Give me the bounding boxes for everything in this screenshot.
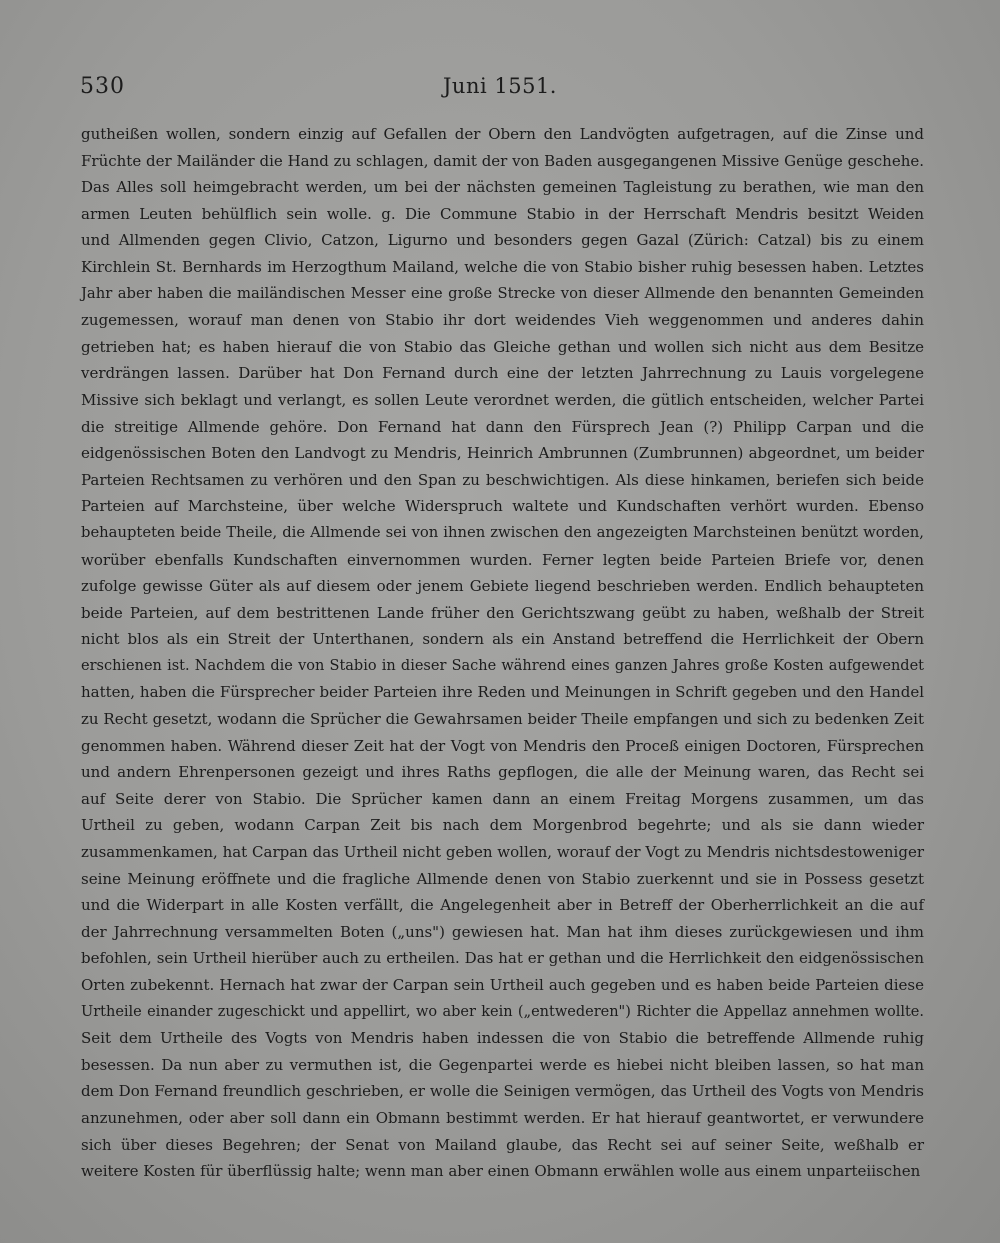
text-line: eidgenössischen Boten den Landvogt zu Mendris, Heinrich Ambrunnen (Zumbrunnen) abgeordnet, um beider: [81, 444, 924, 463]
text-line: erschienen ist. Nachdem die von Stabio in dieser Sache während eines ganzen Jahres große Kosten aufgewendet: [81, 657, 924, 674]
text-line: sich über dieses Begehren; der Senat von Mailand glaube, das Recht sei auf seiner Seite, weßhalb er: [81, 1135, 924, 1154]
text-line: Orten zubekennt. Hernach hat zwar der Carpan sein Urtheil auch gegeben und es haben beide Parteien diese: [81, 976, 924, 994]
text-line: nicht blos als ein Streit der Unterthanen, sondern als ein Anstand betreffend die Herrlichkeit der Obern: [81, 630, 924, 649]
text-line: Das Alles soll heimgebracht werden, um bei der nächsten gemeinen Tagleistung zu berathen, wie man den: [81, 178, 924, 197]
text-line: behaupteten beide Theile, die Allmende sei von ihnen zwischen den angezeigten Marchsteinen benützt worden,: [81, 523, 924, 541]
text-line: der Jahrrechnung versammelten Boten („uns") gewiesen hat. Man hat ihm dieses zurückgewiesen und ihm: [81, 922, 924, 941]
text-line: Parteien Rechtsamen zu verhören und den Span zu beschwichtigen. Als diese hinkamen, beriefen sich beide: [81, 470, 924, 489]
text-line: weitere Kosten für überflüssig halte; wenn man aber einen Obmann erwählen wolle aus einem unparteiischen: [81, 1162, 921, 1181]
text-line: und Allmenden gegen Clivio, Catzon, Ligurno und besonders gegen Gazal (Zürich: Catzal) bis zu einem: [81, 231, 924, 250]
text-line: Parteien auf Marchsteine, über welche Widerspruch waltete und Kundschaften verhört wurden. Ebenso: [81, 497, 924, 516]
text-line: auf Seite derer von Stabio. Die Sprücher kamen dann an einem Freitag Morgens zusammen, um das: [81, 789, 924, 808]
text-line: Urtheile einander zugeschickt und appellirt, wo aber kein („entwederen") Richter die Appellaz annehmen wollte.: [81, 1003, 924, 1020]
text-line: befohlen, sein Urtheil hierüber auch zu ertheilen. Das hat er gethan und die Herrlichkeit den eidgenössischen: [81, 949, 924, 968]
text-line: Jahr aber haben die mailändischen Messer eine große Strecke von dieser Allmende den benannten Gemeinden: [81, 284, 924, 302]
text-line: die streitige Allmende gehöre. Don Fernand hat dann den Fürsprech Jean (?) Philipp Carpan und die: [81, 417, 924, 436]
text-line: zu Recht gesetzt, wodann die Sprücher die Gewahrsamen beider Theile empfangen und sich zu bedenken Zeit: [81, 710, 924, 729]
text-line: Urtheil zu geben, wodann Carpan Zeit bis nach dem Morgenbrod begehrte; und als sie dann wieder: [81, 816, 924, 835]
text-line: Missive sich beklagt und verlangt, es sollen Leute verordnet werden, die gütlich entscheiden, welcher Partei: [81, 390, 924, 409]
text-line: zugemessen, worauf man denen von Stabio ihr dort weidendes Vieh weggenommen und anderes dahin: [81, 311, 924, 330]
text-line: Seit dem Urtheile des Vogts von Mendris haben indessen die von Stabio die betreffende Allmende ruhig: [81, 1029, 924, 1048]
text-line: worüber ebenfalls Kundschaften einvernommen wurden. Ferner legten beide Parteien Briefe vor, denen: [81, 550, 924, 569]
text-line: dem Don Fernand freundlich geschrieben, er wolle die Seinigen vermögen, das Urtheil des Vogts von Mendris: [81, 1082, 924, 1101]
text-line: zusammenkamen, hat Carpan das Urtheil nicht geben wollen, worauf der Vogt zu Mendris nichtsdestoweniger: [81, 843, 924, 862]
text-line: zufolge gewisse Güter als auf diesem oder jenem Gebiete liegend beschrieben werden. Endlich behaupteten: [81, 577, 924, 596]
text-line: verdrängen lassen. Darüber hat Don Fernand durch eine der letzten Jahrrechnung zu Lauis vorgelegene: [81, 364, 924, 383]
running-head: Juni 1551.: [443, 74, 557, 98]
text-line: getrieben hat; es haben hierauf die von Stabio das Gleiche gethan und wollen sich nicht aus dem Besitze: [81, 337, 924, 356]
text-line: seine Meinung eröffnete und die fragliche Allmende denen von Stabio zuerkennt und sie in Possess gesetzt: [81, 869, 924, 888]
text-line: beide Parteien, auf dem bestrittenen Lande früher den Gerichtszwang geübt zu haben, weßhalb der Streit: [81, 603, 924, 622]
text-line: Kirchlein St. Bernhards im Herzogthum Mailand, welche die von Stabio bisher ruhig besessen haben. Letztes: [81, 257, 924, 276]
text-line: Früchte der Mailänder die Hand zu schlagen, damit der von Baden ausgegangenen Missive Genüge geschehe.: [81, 151, 924, 170]
body-text: [81, 121, 924, 1185]
text-line: anzunehmen, oder aber soll dann ein Obmann bestimmt werden. Er hat hierauf geantwortet, er verwundere: [81, 1108, 924, 1127]
page-number: 530: [80, 74, 125, 99]
text-line: hatten, haben die Fürsprecher beider Parteien ihre Reden und Meinungen in Schrift gegeben und den Handel: [81, 683, 924, 702]
text-line: genommen haben. Während dieser Zeit hat der Vogt von Mendris den Proceß einigen Doctoren, Fürsprechen: [81, 736, 924, 755]
text-line: und die Widerpart in alle Kosten verfällt, die Angelegenheit aber in Betreff der Oberherrlichkeit an die auf: [81, 896, 924, 915]
text-line: besessen. Da nun aber zu vermuthen ist, die Gegenpartei werde es hiebei nicht bleiben lassen, so hat man: [81, 1055, 924, 1074]
text-line: armen Leuten behülflich sein wolle. g. Die Commune Stabio in der Herrschaft Mendris besitzt Weiden: [81, 204, 924, 223]
text-line: und andern Ehrenpersonen gezeigt und ihres Raths gepflogen, die alle der Meinung waren, das Recht sei: [81, 763, 924, 782]
text-line: gutheißen wollen, sondern einzig auf Gefallen der Obern den Landvögten aufgetragen, auf die Zinse und: [81, 125, 924, 143]
